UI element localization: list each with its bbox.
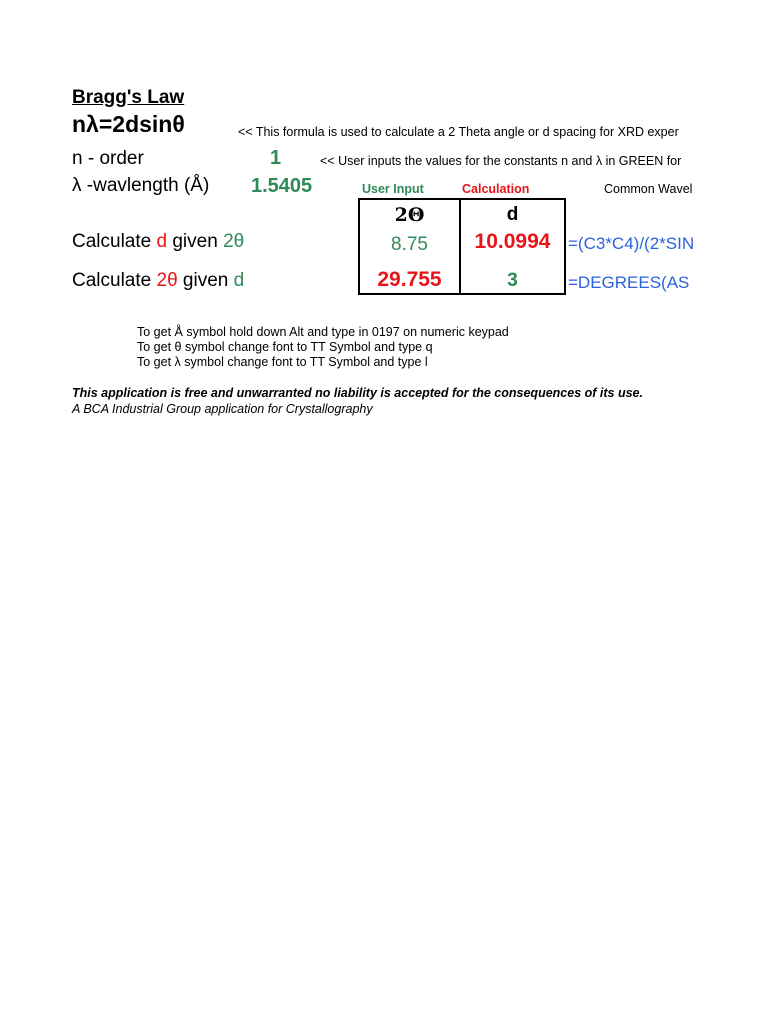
wavelength-label: λ -wavlength (Å) bbox=[72, 175, 210, 196]
calc-2theta-given: d bbox=[233, 270, 245, 291]
tip-angstrom: To get Å symbol hold down Alt and type in 0197 on numeric keypad bbox=[137, 325, 509, 339]
disclaimer: This application is free and unwarranted no liability is accepted for the consequences of its use. bbox=[72, 386, 643, 400]
tip-theta: To get θ symbol change font to TT Symbol and type q bbox=[137, 340, 433, 354]
calc-d-label bbox=[72, 231, 244, 253]
header-calculation: Calculation bbox=[462, 182, 530, 196]
order-value[interactable]: 1 bbox=[270, 147, 282, 169]
calc-2theta-label bbox=[72, 270, 244, 292]
row2-formula: =DEGREES(AS bbox=[568, 273, 690, 292]
calc-d-mid: given bbox=[167, 231, 224, 252]
calc-2theta-target: 2θ bbox=[156, 270, 178, 291]
credit-line: A BCA Industrial Group application for Crystallography bbox=[72, 402, 373, 416]
formula-note: << This formula is used to calculate a 2 Theta angle or d spacing for XRD exper bbox=[238, 125, 679, 139]
calc-d-target: d bbox=[156, 231, 168, 252]
wavelength-value[interactable]: 1.5405 bbox=[251, 175, 313, 197]
calc-grid bbox=[358, 198, 566, 295]
header-user-input: User Input bbox=[362, 182, 424, 196]
sheet-title: Bragg's Law bbox=[72, 87, 185, 108]
row1-formula: =(C3*C4)/(2*SIN bbox=[568, 234, 695, 253]
bragg-formula: nλ=2dsinθ bbox=[72, 111, 185, 137]
cell-d-input[interactable]: 3 bbox=[507, 270, 518, 291]
cell-d-result[interactable]: 10.0994 bbox=[474, 230, 551, 253]
order-label: n - order bbox=[72, 148, 144, 169]
tip-lambda: To get λ symbol change font to TT Symbol and type l bbox=[137, 355, 428, 369]
calc-2theta-prefix: Calculate bbox=[72, 270, 157, 291]
order-note: << User inputs the values for the constants n and λ in GREEN for bbox=[320, 154, 682, 168]
grid-header-d: d bbox=[506, 204, 519, 225]
header-common-wavelength: Common Wavel bbox=[604, 182, 693, 196]
calc-d-prefix: Calculate bbox=[72, 231, 157, 252]
cell-2theta-result[interactable]: 29.755 bbox=[377, 268, 442, 291]
grid-header-2theta: 2Θ bbox=[394, 204, 425, 226]
cell-2theta-input[interactable]: 8.75 bbox=[391, 234, 428, 255]
calc-d-given: 2θ bbox=[223, 231, 245, 252]
calc-2theta-mid: given bbox=[177, 270, 234, 291]
